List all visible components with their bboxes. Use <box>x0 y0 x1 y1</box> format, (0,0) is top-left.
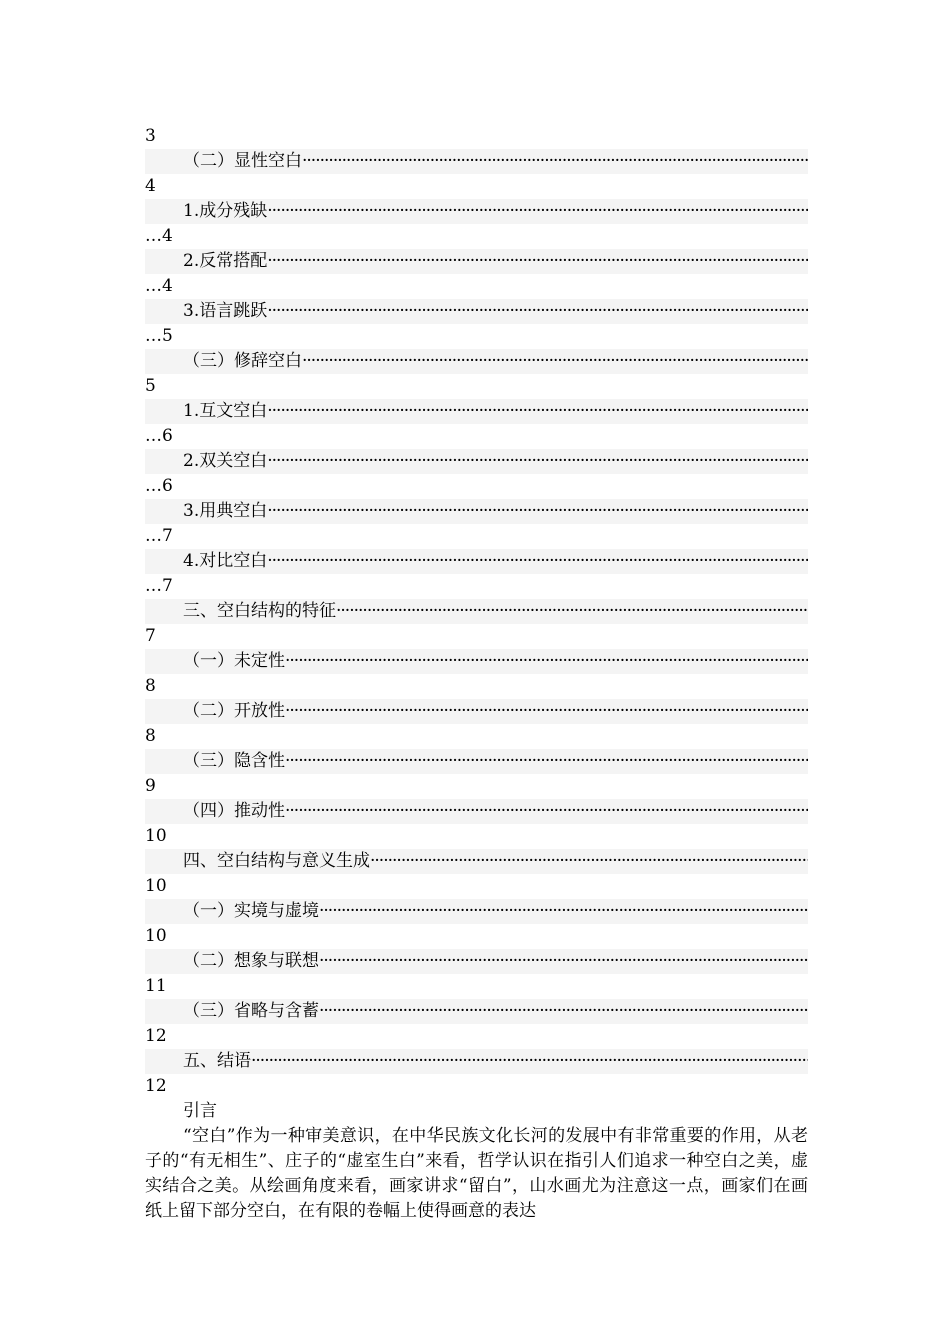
toc-entry-title: 4.对比空白 <box>183 551 268 571</box>
toc-entry <box>145 649 808 699</box>
toc-leader-dots <box>285 649 808 674</box>
toc-entry <box>145 199 808 249</box>
toc-entry-title: （四）推动性 <box>183 801 285 821</box>
toc-entry-page: 8 <box>145 676 156 696</box>
toc-entry-page: …4 <box>145 276 173 296</box>
toc-entry-title: 1.成分残缺 <box>183 201 268 221</box>
toc-entry-page: 10 <box>145 926 167 946</box>
toc-entry-title: （二）想象与联想 <box>183 951 319 971</box>
toc-entry-title-line <box>145 599 808 624</box>
toc-entry-title-line <box>145 999 808 1024</box>
toc-leader-dots <box>267 399 808 424</box>
toc-entry-title-line <box>145 249 808 274</box>
toc-leader-dots <box>267 549 808 574</box>
toc-entry-title: （一）实境与虚境 <box>183 901 319 921</box>
toc-entry-title-line <box>145 649 808 674</box>
toc-entry <box>145 849 808 899</box>
toc-entry-title-line <box>145 699 808 724</box>
toc-entry-title: 三、空白结构的特征 <box>183 601 336 621</box>
intro-paragraph: “空白”作为一种审美意识，在中华民族文化长河的发展中有非常重要的作用，从老子的“有无相生”、庄子的“虚室生白”来看，哲学认识在指引人们追求一种空白之美，虚实结合之美。从绘画角度来看，画家讲求“留白”，山水画尤为注意这一点，画家们在画纸上留下部分空白，在有限的卷幅上使得画意的表达 <box>145 1126 808 1221</box>
toc-entry <box>145 999 808 1049</box>
toc-entry-title: 3.用典空白 <box>183 501 268 521</box>
toc-entry-page: 10 <box>145 826 167 846</box>
toc-entry <box>145 1049 808 1099</box>
toc-leader-dots <box>370 849 808 874</box>
toc-entry-title-line <box>145 149 808 174</box>
toc-leader-dots <box>319 949 808 974</box>
toc-leader-dots <box>285 799 808 824</box>
toc-entry-title: 五、结语 <box>183 1051 251 1071</box>
toc-entry-page: …6 <box>145 476 173 496</box>
toc-leader-dots <box>267 249 808 274</box>
toc-entry-title-line <box>145 399 808 424</box>
toc-entry-title-line <box>145 749 808 774</box>
toc-entry-title-line <box>145 899 808 924</box>
toc-entry <box>145 549 808 599</box>
toc-entry-title-line <box>145 449 808 474</box>
toc-entry-title: （一）未定性 <box>183 651 285 671</box>
toc-entry <box>145 149 808 199</box>
toc-leader-dots <box>285 749 808 774</box>
toc-entry-title: （三）隐含性 <box>183 751 285 771</box>
toc-page-number: 3 <box>145 126 156 146</box>
toc-leader-dots <box>251 1049 808 1074</box>
toc-entry-page: 11 <box>145 976 167 996</box>
toc-leader-dots <box>336 599 808 624</box>
toc-entry <box>145 699 808 749</box>
toc-entry-title-line <box>145 849 808 874</box>
toc-entry-title-line <box>145 1049 808 1074</box>
toc-entry-page: …7 <box>145 526 173 546</box>
toc-entry-title-line <box>145 799 808 824</box>
toc-entry-title: （二）显性空白 <box>183 151 302 171</box>
toc-leader-dots <box>302 149 808 174</box>
toc-leader-dots <box>267 499 808 524</box>
toc-entry <box>145 299 808 349</box>
toc-entry <box>145 249 808 299</box>
toc-leader-dots <box>267 449 808 474</box>
toc-entry-page: 12 <box>145 1076 167 1096</box>
intro-heading: 引言 <box>183 1101 217 1121</box>
toc-entry <box>145 799 808 849</box>
toc-entry-title: 3.语言跳跃 <box>183 301 268 321</box>
toc-entry-page: 8 <box>145 726 156 746</box>
toc-entry-title: 2.双关空白 <box>183 451 268 471</box>
toc-entry-title-line <box>145 349 808 374</box>
toc-entry-title: （三）省略与含蓄 <box>183 1001 319 1021</box>
toc-entry-title-line <box>145 499 808 524</box>
toc-entry-title-line <box>145 949 808 974</box>
toc-entry <box>145 949 808 999</box>
toc-entry <box>145 749 808 799</box>
toc-entry-title: 四、空白结构与意义生成 <box>183 851 370 871</box>
toc-entry-page: …7 <box>145 576 173 596</box>
toc-entry-title-line <box>145 299 808 324</box>
toc-entry-page: …4 <box>145 226 173 246</box>
toc-entry-page: 7 <box>145 626 156 646</box>
toc-entry-title: （三）修辞空白 <box>183 351 302 371</box>
toc-entry <box>145 499 808 549</box>
toc-entry-page: 10 <box>145 876 167 896</box>
toc-leader-dots <box>302 349 808 374</box>
toc-entry-page: 5 <box>145 376 156 396</box>
toc-entry-title: 2.反常搭配 <box>183 251 268 271</box>
toc-leader-dots <box>267 199 808 224</box>
toc-entry-title: 1.互文空白 <box>183 401 268 421</box>
toc-entry-title: （二）开放性 <box>183 701 285 721</box>
toc-entry-title-line <box>145 549 808 574</box>
toc-leader-dots <box>319 999 808 1024</box>
toc-leader-dots <box>285 699 808 724</box>
toc-entry-page: …6 <box>145 426 173 446</box>
toc-entry-page: 12 <box>145 1026 167 1046</box>
toc-entry <box>145 349 808 399</box>
toc-entry <box>145 599 808 649</box>
toc-entry-page: 4 <box>145 176 156 196</box>
toc-leader-dots <box>319 899 808 924</box>
toc-entry-title-line <box>145 199 808 224</box>
toc-entry-page: …5 <box>145 326 173 346</box>
toc-entry <box>145 899 808 949</box>
toc-entry-page: 9 <box>145 776 156 796</box>
document-page <box>145 124 808 1224</box>
toc-entry <box>145 449 808 499</box>
table-of-contents <box>145 149 808 1099</box>
toc-entry <box>145 399 808 449</box>
toc-leader-dots <box>267 299 808 324</box>
